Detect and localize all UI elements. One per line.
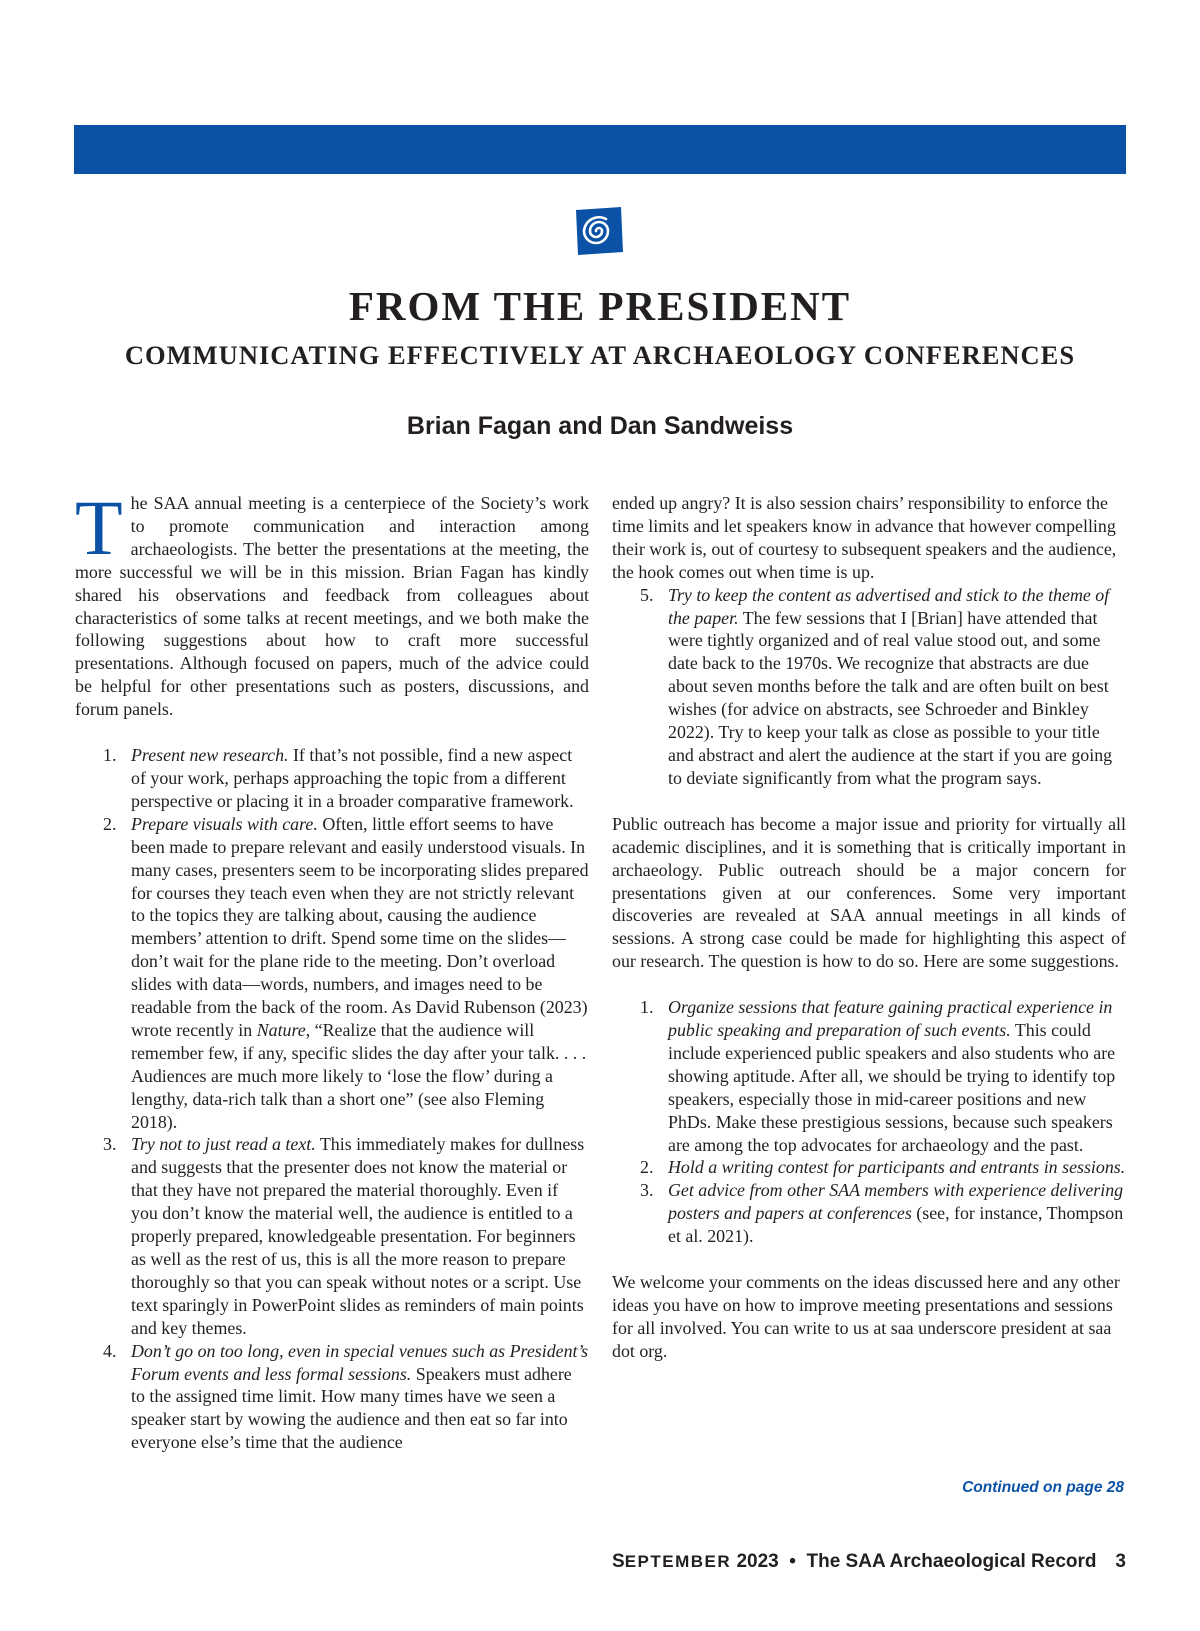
- article-subtitle: COMMUNICATING EFFECTIVELY AT ARCHAEOLOGY CONFERENCES: [124, 340, 1076, 370]
- list-item: 3. Get advice from other SAA members with experience delivering posters and papers at conferences (see, for instance, Thompson et al. 2021).: [640, 1180, 1124, 1247]
- page-title: FROM THE PRESIDENT: [348, 283, 852, 329]
- outreach-paragraph: Public outreach has become a major issue and priority for virtually all academic disciplines, and it is something that is critically important in archaeology. Public outreach should be a major concern for presentations given at our conferences. Some very important discoveries are revealed at SAA annual meetings in all kinds of sessions. A strong case could be made for highlighting this aspect of our research. The question is how to do so. Here are some suggestions.: [612, 813, 1126, 972]
- intro-text: he SAA annual meeting is a centerpiece of the Society’s work to promote communication and interaction among archaeologists. The better the presentations at the meeting, the more successful we will be in this mission. Brian Fagan has kindly shared his observations and feedback from colleagues about characteristics of some talks at recent meetings, and we both make the following suggestions about how to craft more successful presentations. Although focused on papers, much of the advice could be helpful for other presentations such as posters, discussions, and forum panels.: [75, 493, 589, 720]
- continued-link[interactable]: Continued on page 28: [962, 1479, 1124, 1496]
- drop-cap: T: [75, 484, 123, 571]
- presentation-tips-list: [75, 744, 589, 1454]
- list-item-continued: ended up angry? It is also session chairs’ responsibility to enforce the time limits and let speakers know in advance that however compelling their work is, out of courtesy to subsequent speakers and the audience, the hook comes out when time is up.: [612, 493, 1117, 582]
- list-item: 3. Try not to just read a text. This immediately makes for dullness and suggests that the presenter does not know the material or that they have not prepared the material thoroughly. Even if you don’t know the material well, the audience is entitled to a properly prepared, knowledgeable presentation. For beginners as well as the rest of us, this is all the more reason to prepare thoroughly so that you can speak without notes or a script. Use text sparingly in PowerPoint slides as reminders of main points and key themes.: [103, 1134, 585, 1338]
- presentation-tips-list-continued: [612, 584, 1126, 790]
- list-item: 2. Hold a writing contest for participants and entrants in sessions.: [640, 1157, 1126, 1178]
- list-item: 4. Don’t go on too long, even in special venues such as President’s Forum events and less formal sessions. Speakers must adhere to the assigned time limit. How many times have we seen a speaker start by wowing the audience and then eat so far into everyone else’s time that the audience: [103, 1340, 589, 1453]
- list-item: 5. Try to keep the content as advertised and stick to the theme of the paper. The few sessions that I [Brian] have attended that were tightly organized and of real value stood out, and some date back to the 1970s. We recognize that abstracts are due about seven months before the talk and are often built on best wishes (for advice on abstracts, see Schroeder and Binkley 2022). Try to keep your talk as close as possible to your title and abstract and alert the audience at the start if you are going to deviate significantly from what the program says.: [640, 584, 1113, 788]
- intro-paragraph: [75, 484, 589, 721]
- outreach-suggestions-list: [612, 996, 1126, 1248]
- article-authors: Brian Fagan and Dan Sandweiss: [406, 412, 794, 440]
- page-footer: [612, 1551, 1126, 1581]
- list-item: 2. Prepare visuals with care. Often, little effort seems to have been made to prepare relevant and easily understood visuals. In many cases, presenters seem to be incorporating slides prepared for courses they teach even when they are not strictly relevant to the topics they are talking about, causing the audience members’ attention to drift. Spend some time on the slides—don’t wait for the plane ride to the meeting. Don’t overload slides with data—words, numbers, and images need to be readable from the back of the room. As David Rubenson (2023) wrote recently in Nature, “Realize that the audience will remember few, if any, specific slides the day after your talk. . . . Audiences are much more likely to ‘lose the flow’ during a lengthy, data-rich talk than a short one” (see also Fleming 2018).: [103, 813, 589, 1132]
- header-color-bar: [74, 125, 1126, 174]
- footer-publication: SEPTEMBER 2023 • The SAA Archaeological Record: [612, 1551, 1097, 1572]
- spiral-logo-icon: [573, 205, 625, 257]
- list-item: 1. Organize sessions that feature gaining practical experience in public speaking and preparation of such events. This could include experienced public speakers and also students who are showing aptitude. After all, we should be trying to identify top speakers, especially those in mid-career positions and new PhDs. Make these prestigious sessions, because such speakers are among the top advocates for archaeology and the past.: [640, 997, 1116, 1155]
- left-column: [75, 484, 589, 1454]
- closing-paragraph: We welcome your comments on the ideas discussed here and any other ideas you have on how to improve meeting presentations and sessions for all involved. You can write to us at saa underscore president at saa dot org.: [612, 1272, 1120, 1361]
- right-column: [612, 492, 1126, 1363]
- page-number: 3: [1115, 1551, 1126, 1572]
- list-item: 1. Present new research. If that’s not possible, find a new aspect of your work, perhaps approaching the topic from a different perspective or placing it in a broader comparative framework.: [103, 745, 574, 811]
